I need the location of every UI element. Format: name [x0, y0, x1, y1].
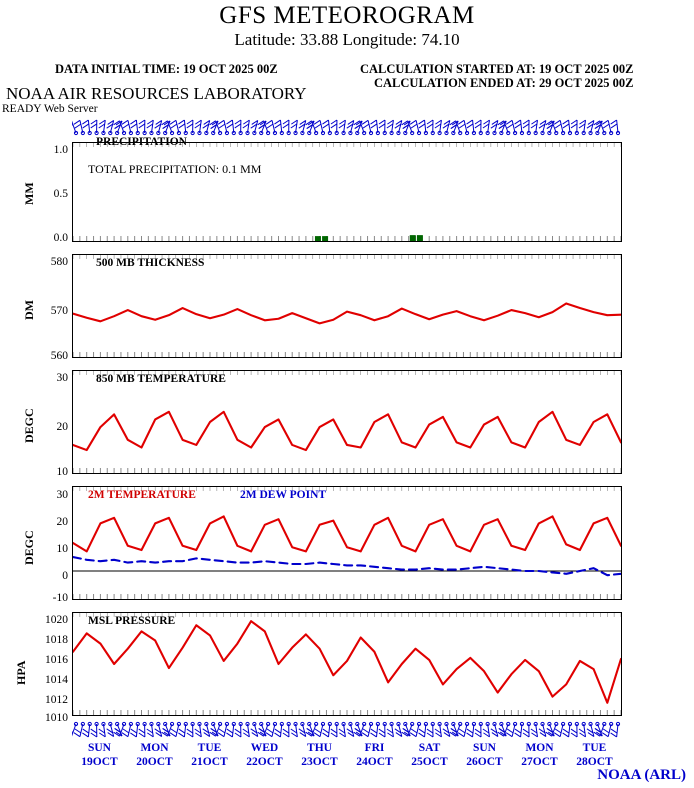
panel-thickness	[72, 254, 622, 358]
legend-2m-dewpoint: 2M DEW POINT	[240, 489, 327, 501]
data-initial-time: DATA INITIAL TIME: 19 OCT 2025 00Z	[55, 62, 278, 76]
precipitation-ytick-0: 1.0	[53, 144, 68, 156]
mslp-ytick-5: 1010	[45, 712, 68, 724]
panel-2m-temp-dewpoint	[72, 486, 622, 600]
ready-server-label: READY Web Server	[2, 103, 98, 115]
legend-2m-temperature: 2M TEMPERATURE	[88, 489, 196, 501]
t2m-ytick-2: 10	[56, 543, 68, 555]
t850-ytick-0: 30	[56, 372, 68, 384]
date-label-24oct: 24OCT	[356, 756, 393, 768]
t2m-ytick-4: -10	[52, 592, 68, 604]
day-label-23oct: THU	[307, 742, 332, 754]
day-label-27oct: MON	[525, 742, 554, 754]
date-label-28oct: 28OCT	[576, 756, 613, 768]
precipitation-ylabel: MM	[22, 182, 36, 205]
mslp-title: MSL PRESSURE	[88, 615, 176, 627]
day-label-24oct: FRI	[364, 742, 385, 754]
t850-ylabel: DEGC	[22, 408, 36, 443]
panel-850mb-temperature	[72, 370, 622, 474]
thickness-ytick-1: 570	[50, 305, 68, 317]
footer-credit: NOAA (ARL)	[597, 767, 686, 783]
t850-ytick-1: 20	[56, 421, 68, 433]
date-label-21oct: 21OCT	[191, 756, 228, 768]
thickness-ytick-0: 580	[50, 256, 68, 268]
calculation-ended: CALCULATION ENDED AT: 29 OCT 2025 00Z	[374, 76, 634, 90]
location-subtitle: Latitude: 33.88 Longitude: 74.10	[234, 30, 460, 49]
mslp-ylabel: HPA	[14, 660, 28, 685]
t2m-ytick-1: 20	[56, 516, 68, 528]
t2m-ytick-3: 0	[62, 570, 68, 582]
mslp-ytick-0: 1020	[45, 614, 68, 626]
page-title: GFS METEOROGRAM	[219, 2, 475, 29]
organization-label: NOAA AIR RESOURCES LABORATORY	[6, 84, 307, 103]
date-label-22oct: 22OCT	[246, 756, 283, 768]
day-label-21oct: TUE	[197, 742, 222, 754]
day-label-22oct: WED	[250, 742, 279, 754]
precipitation-ytick-2: 0.0	[53, 232, 68, 244]
thickness-ylabel: DM	[22, 300, 36, 320]
date-label-27oct: 27OCT	[521, 756, 558, 768]
t2m-ylabel: DEGC	[22, 530, 36, 565]
t850-title: 850 MB TEMPERATURE	[96, 373, 226, 385]
date-label-25oct: 25OCT	[411, 756, 448, 768]
mslp-ytick-2: 1016	[45, 654, 68, 666]
panel-msl-pressure	[72, 612, 622, 716]
thickness-title: 500 MB THICKNESS	[96, 257, 205, 269]
day-label-19oct: SUN	[87, 742, 111, 754]
date-label-23oct: 23OCT	[301, 756, 338, 768]
t850-ytick-2: 10	[56, 466, 68, 478]
total-precipitation-annotation: TOTAL PRECIPITATION: 0.1 MM	[88, 162, 262, 176]
day-label-20oct: MON	[140, 742, 169, 754]
lower-wind-barbs	[72, 718, 622, 742]
t2m-ytick-0: 30	[56, 489, 68, 501]
calculation-started: CALCULATION STARTED AT: 19 OCT 2025 00Z	[360, 62, 634, 76]
date-label-19oct: 19OCT	[81, 756, 118, 768]
thickness-ytick-2: 560	[50, 350, 68, 362]
date-label-26oct: 26OCT	[466, 756, 503, 768]
mslp-ytick-3: 1014	[45, 674, 68, 686]
day-label-28oct: TUE	[582, 742, 607, 754]
mslp-ytick-1: 1018	[45, 634, 68, 646]
mslp-ytick-4: 1012	[45, 694, 68, 706]
date-label-20oct: 20OCT	[136, 756, 173, 768]
panel-precipitation	[72, 142, 622, 242]
day-label-26oct: SUN	[472, 742, 496, 754]
precipitation-title: PRECIPITATION	[96, 136, 187, 148]
precipitation-ytick-1: 0.5	[53, 188, 68, 200]
day-label-25oct: SAT	[418, 742, 441, 754]
